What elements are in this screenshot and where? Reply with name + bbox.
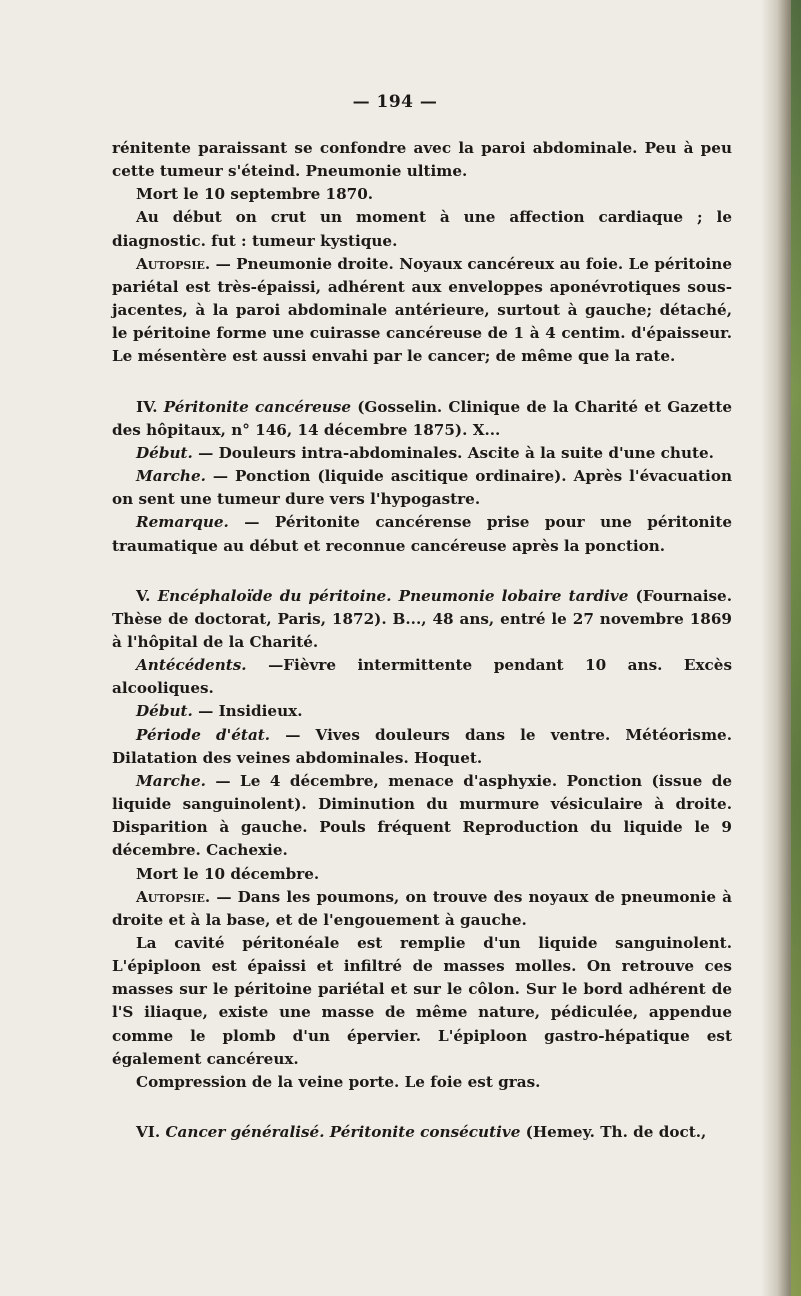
page-edge-binding [791,0,801,1296]
section-label: Marche. [136,771,206,790]
page-body [112,137,732,1144]
paragraph: Remarque. — Péritonite cancérense prise pour une péritonite traumatique au début et reconnue cancéreuse après la ponction. [112,513,732,555]
case-heading: VI. Cancer généralisé. Péritonite consécutive (Hemey. Th. de doct., [136,1123,707,1142]
paragraph: Mort le 10 septembre 1870. [136,185,374,204]
paragraph: Antécédents. —Fièvre intermittente pendant 10 ans. Excès alcooliques. [112,656,732,698]
section-label: Antécédents. [136,656,247,675]
section-label: Période d'état. [136,725,271,744]
paragraph: Marche. — Ponction (liquide ascitique ordinaire). Après l'évacuation on sent une tumeur dure vers l'hypogastre. [112,467,732,509]
case-title: Cancer généralisé. Péritonite consécutive [165,1123,521,1142]
section-label: Autopsie. [136,887,211,906]
paragraph: Au début on crut un moment à une affection cardiaque ; le diagnostic. fut : tumeur kystique. [112,208,732,250]
paragraph: Mort le 10 décembre. [136,864,320,883]
section-label: Autopsie. [136,254,211,273]
section-label: Début. [136,443,193,462]
paragraph: rénitente paraissant se confondre avec la paroi abdominale. Peu à peu cette tumeur s'éteind. Pneumonie ultime. [112,139,732,181]
paragraph: Période d'état. — Vives douleurs dans le ventre. Météorisme. Dilatation des veines abdominales. Hoquet. [112,725,732,767]
paragraph: La cavité péritonéale est remplie d'un liquide sanguinolent. L'épiploon est épaissi et infiltré de masses molles. On retrouve ces masses sur le péritoine pariétal et sur le côlon. Sur le bord adhérent de l'S iliaque, existe une masse de même nature, pédiculée, appendue comme le plomb d'un épervier. L'épiploon gastro-hépatique est également cancéreux. [112,934,732,1068]
paragraph: Autopsie. — Dans les poumons, on trouve des noyaux de pneumonie à droite et à la base, et de l'engouement à gauche. [112,887,732,929]
page-number: — 194 — [352,92,438,112]
paragraph: Autopsie. — Pneumonie droite. Noyaux cancéreux au foie. Le péritoine pariétal est très-épaissi, adhérent aux enveloppes aponévrotiques sous-jacentes, à la paroi abdominale antérieure, surtout à gauche; détaché, le péritoine forme une cuirasse cancéreuse de 1 à 4 centim. d'épaisseur. Le mésentère est aussi envahi par le cancer; de même que la rate. [112,254,732,366]
case-heading: V. Encéphaloïde du péritoine. Pneumonie lobaire tardive (Fournaise. Thèse de doctorat, Paris, 1872). B..., 48 ans, entré le 27 novembre 1869 à l'hôpital de la Charité. [112,586,732,651]
case-title: Encéphaloïde du péritoine. Pneumonie lobaire tardive [157,586,629,605]
paragraph: Marche. — Le 4 décembre, menace d'asphyxie. Ponction (issue de liquide sanguinolent). Diminution du murmure vésiculaire à droite. Disparition à gauche. Pouls fréquent Reproduction du liquide le 9 décembre. Cachexie. [112,771,732,860]
section-label: Remarque. [136,513,229,532]
section-label: Marche. [136,467,206,486]
case-title: Péritonite cancéreuse [163,397,352,416]
case-heading: IV. Péritonite cancéreuse (Gosselin. Clinique de la Charité et Gazette des hôpitaux, n° 146, 14 décembre 1875). X... [112,397,732,439]
paragraph: Début. — Douleurs intra-abdominales. Ascite à la suite d'une chute. [136,443,714,462]
section-label: Début. [136,702,193,721]
paragraph: Compression de la veine porte. Le foie est gras. [136,1072,541,1091]
paragraph: Début. — Insidieux. [136,702,303,721]
